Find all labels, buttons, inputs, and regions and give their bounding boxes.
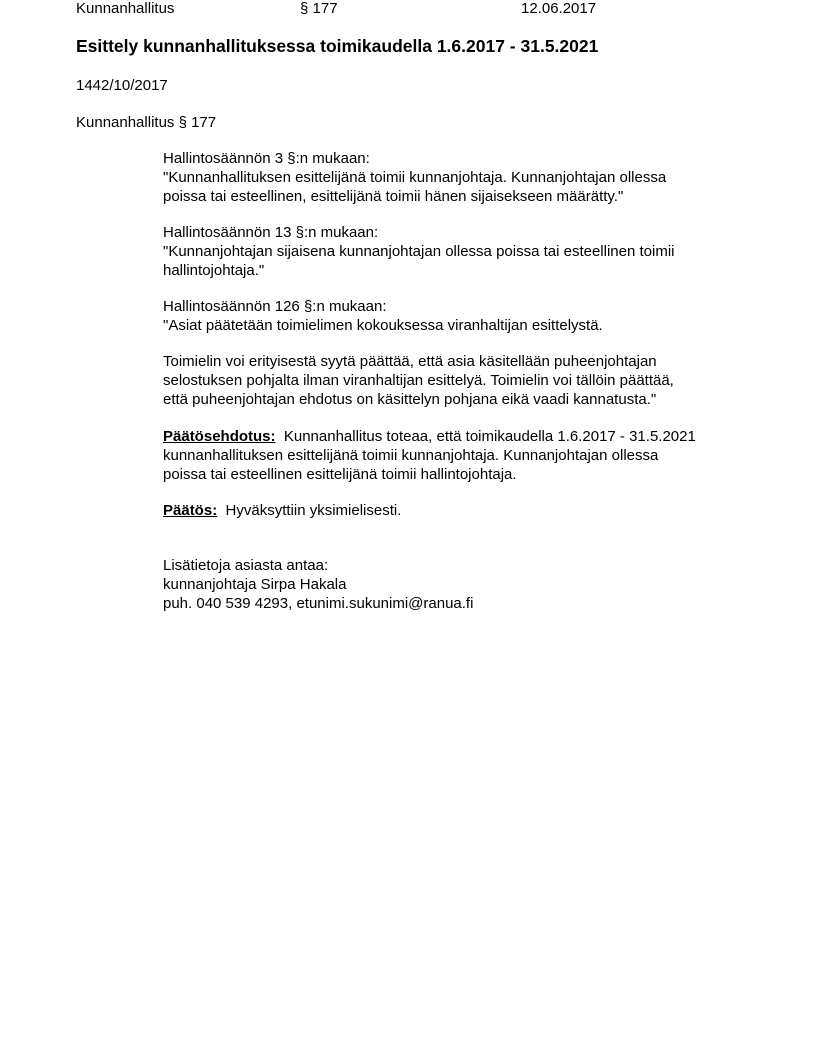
text-line: "Kunnanhallituksen esittelijänä toimii kunnanjohtaja. Kunnanjohtajan ollessa [163, 168, 667, 186]
text-line: "Kunnanjohtajan sijaisena kunnanjohtajan ollessa poissa tai esteellinen toimii [163, 242, 675, 260]
text-line: Hallintosäännön 13 §:n mukaan: [163, 224, 379, 241]
text-line: Kunnanhallitus toteaa, että toimikaudella 1.6.2017 - 31.5.2021 [283, 428, 696, 445]
text-line: "Asiat päätetään toimielimen kokouksessa viranhaltijan esittelystä. [163, 316, 603, 334]
text-line: selostuksen pohjalta ilman viranhaltijan esittelyä. Toimielin voi tällöin päättää, [163, 371, 674, 389]
header-section: § 177 [300, 0, 338, 17]
text-line: kunnanjohtaja Sirpa Hakala [163, 575, 347, 593]
decision-proposal [163, 428, 696, 484]
text-line: poissa tai esteellinen esittelijänä toimii hallintojohtaja. [163, 465, 517, 483]
paragraph-rule-13 [163, 224, 675, 280]
text-line: hallintojohtaja." [163, 261, 265, 279]
text-line: että puheenjohtajan ehdotus on käsittelyn pohjana eikä vaadi kannatusta." [163, 390, 657, 408]
document-title: Esittely kunnanhallituksessa toimikaudella 1.6.2017 - 31.5.2021 [76, 36, 599, 56]
text-line: Hallintosäännön 126 §:n mukaan: [163, 298, 387, 315]
text-line: Lisätietoja asiasta antaa: [163, 557, 329, 574]
text-line: Hallintosäännön 3 §:n mukaan: [163, 150, 370, 167]
text-line: poissa tai esteellinen, esittelijänä toimii hänen sijaisekseen määrätty." [163, 187, 624, 205]
proposal-label: Päätösehdotus: [163, 428, 276, 445]
text-line: puh. 040 539 4293, etunimi.sukunimi@ranua.fi [163, 594, 474, 612]
decision-text: Hyväksyttiin yksimielisesti. [225, 502, 402, 519]
paragraph-rule-3 [163, 150, 666, 206]
contact-info [163, 557, 473, 613]
section-reference: Kunnanhallitus § 177 [76, 114, 217, 131]
paragraph-chair-presentation [163, 353, 674, 409]
header-body: Kunnanhallitus [76, 0, 175, 17]
header-date: 12.06.2017 [521, 0, 597, 17]
decision-label: Päätös: [163, 502, 218, 519]
record-number: 1442/10/2017 [76, 77, 168, 94]
text-line: kunnanhallituksen esittelijänä toimii kunnanjohtaja. Kunnanjohtajan ollessa [163, 446, 659, 464]
paragraph-rule-126 [163, 298, 603, 336]
decision [163, 502, 401, 521]
text-line: Toimielin voi erityisestä syytä päättää, että asia käsitellään puheenjohtajan [163, 353, 657, 370]
